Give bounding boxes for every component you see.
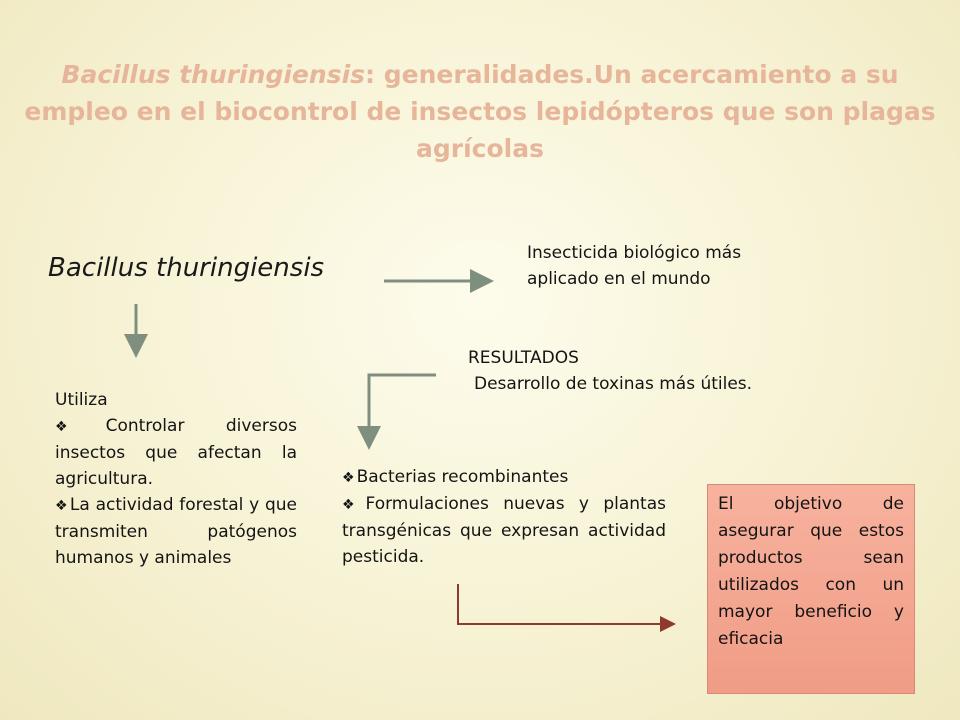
insecticide-note-line2: aplicado en el mundo	[527, 269, 711, 289]
diamond-bullet-icon: ❖	[342, 470, 355, 486]
title-species: Bacillus thuringiensis	[61, 60, 366, 89]
diamond-bullet-icon: ❖	[342, 497, 364, 513]
diamond-bullet-icon: ❖	[55, 419, 104, 435]
objective-box: El objetivo de asegurar que estos productos sean utilizados con un mayor beneficio y eficacia	[707, 484, 915, 694]
results-heading: RESULTADOS	[468, 348, 579, 368]
uses-heading: Utiliza	[55, 390, 108, 410]
title-rest: : generalidades.Un acercamiento a su empleo en el biocontrol de insectos lepidópteros que son plagas agrícolas	[24, 60, 936, 163]
uses-item-1-text: Controlar diversos insectos que afectan la agricultura.	[55, 416, 297, 489]
products-item-2-text: Formulaciones nuevas y plantas transgénicas que expresan actividad pesticida.	[342, 494, 666, 567]
diamond-bullet-icon: ❖	[55, 498, 68, 514]
uses-item-2-text: La actividad forestal y que transmiten patógenos humanos y animales	[55, 495, 297, 568]
results-line: Desarrollo de toxinas más útiles.	[474, 374, 753, 394]
insecticide-note-line1: Insecticida biológico más	[527, 243, 742, 263]
arrow-to-objective	[458, 584, 672, 624]
products-item-1-text: Bacterias recombinantes	[356, 467, 569, 487]
main-term: Bacillus thuringiensis	[48, 253, 325, 283]
arrow-to-products	[369, 375, 436, 444]
